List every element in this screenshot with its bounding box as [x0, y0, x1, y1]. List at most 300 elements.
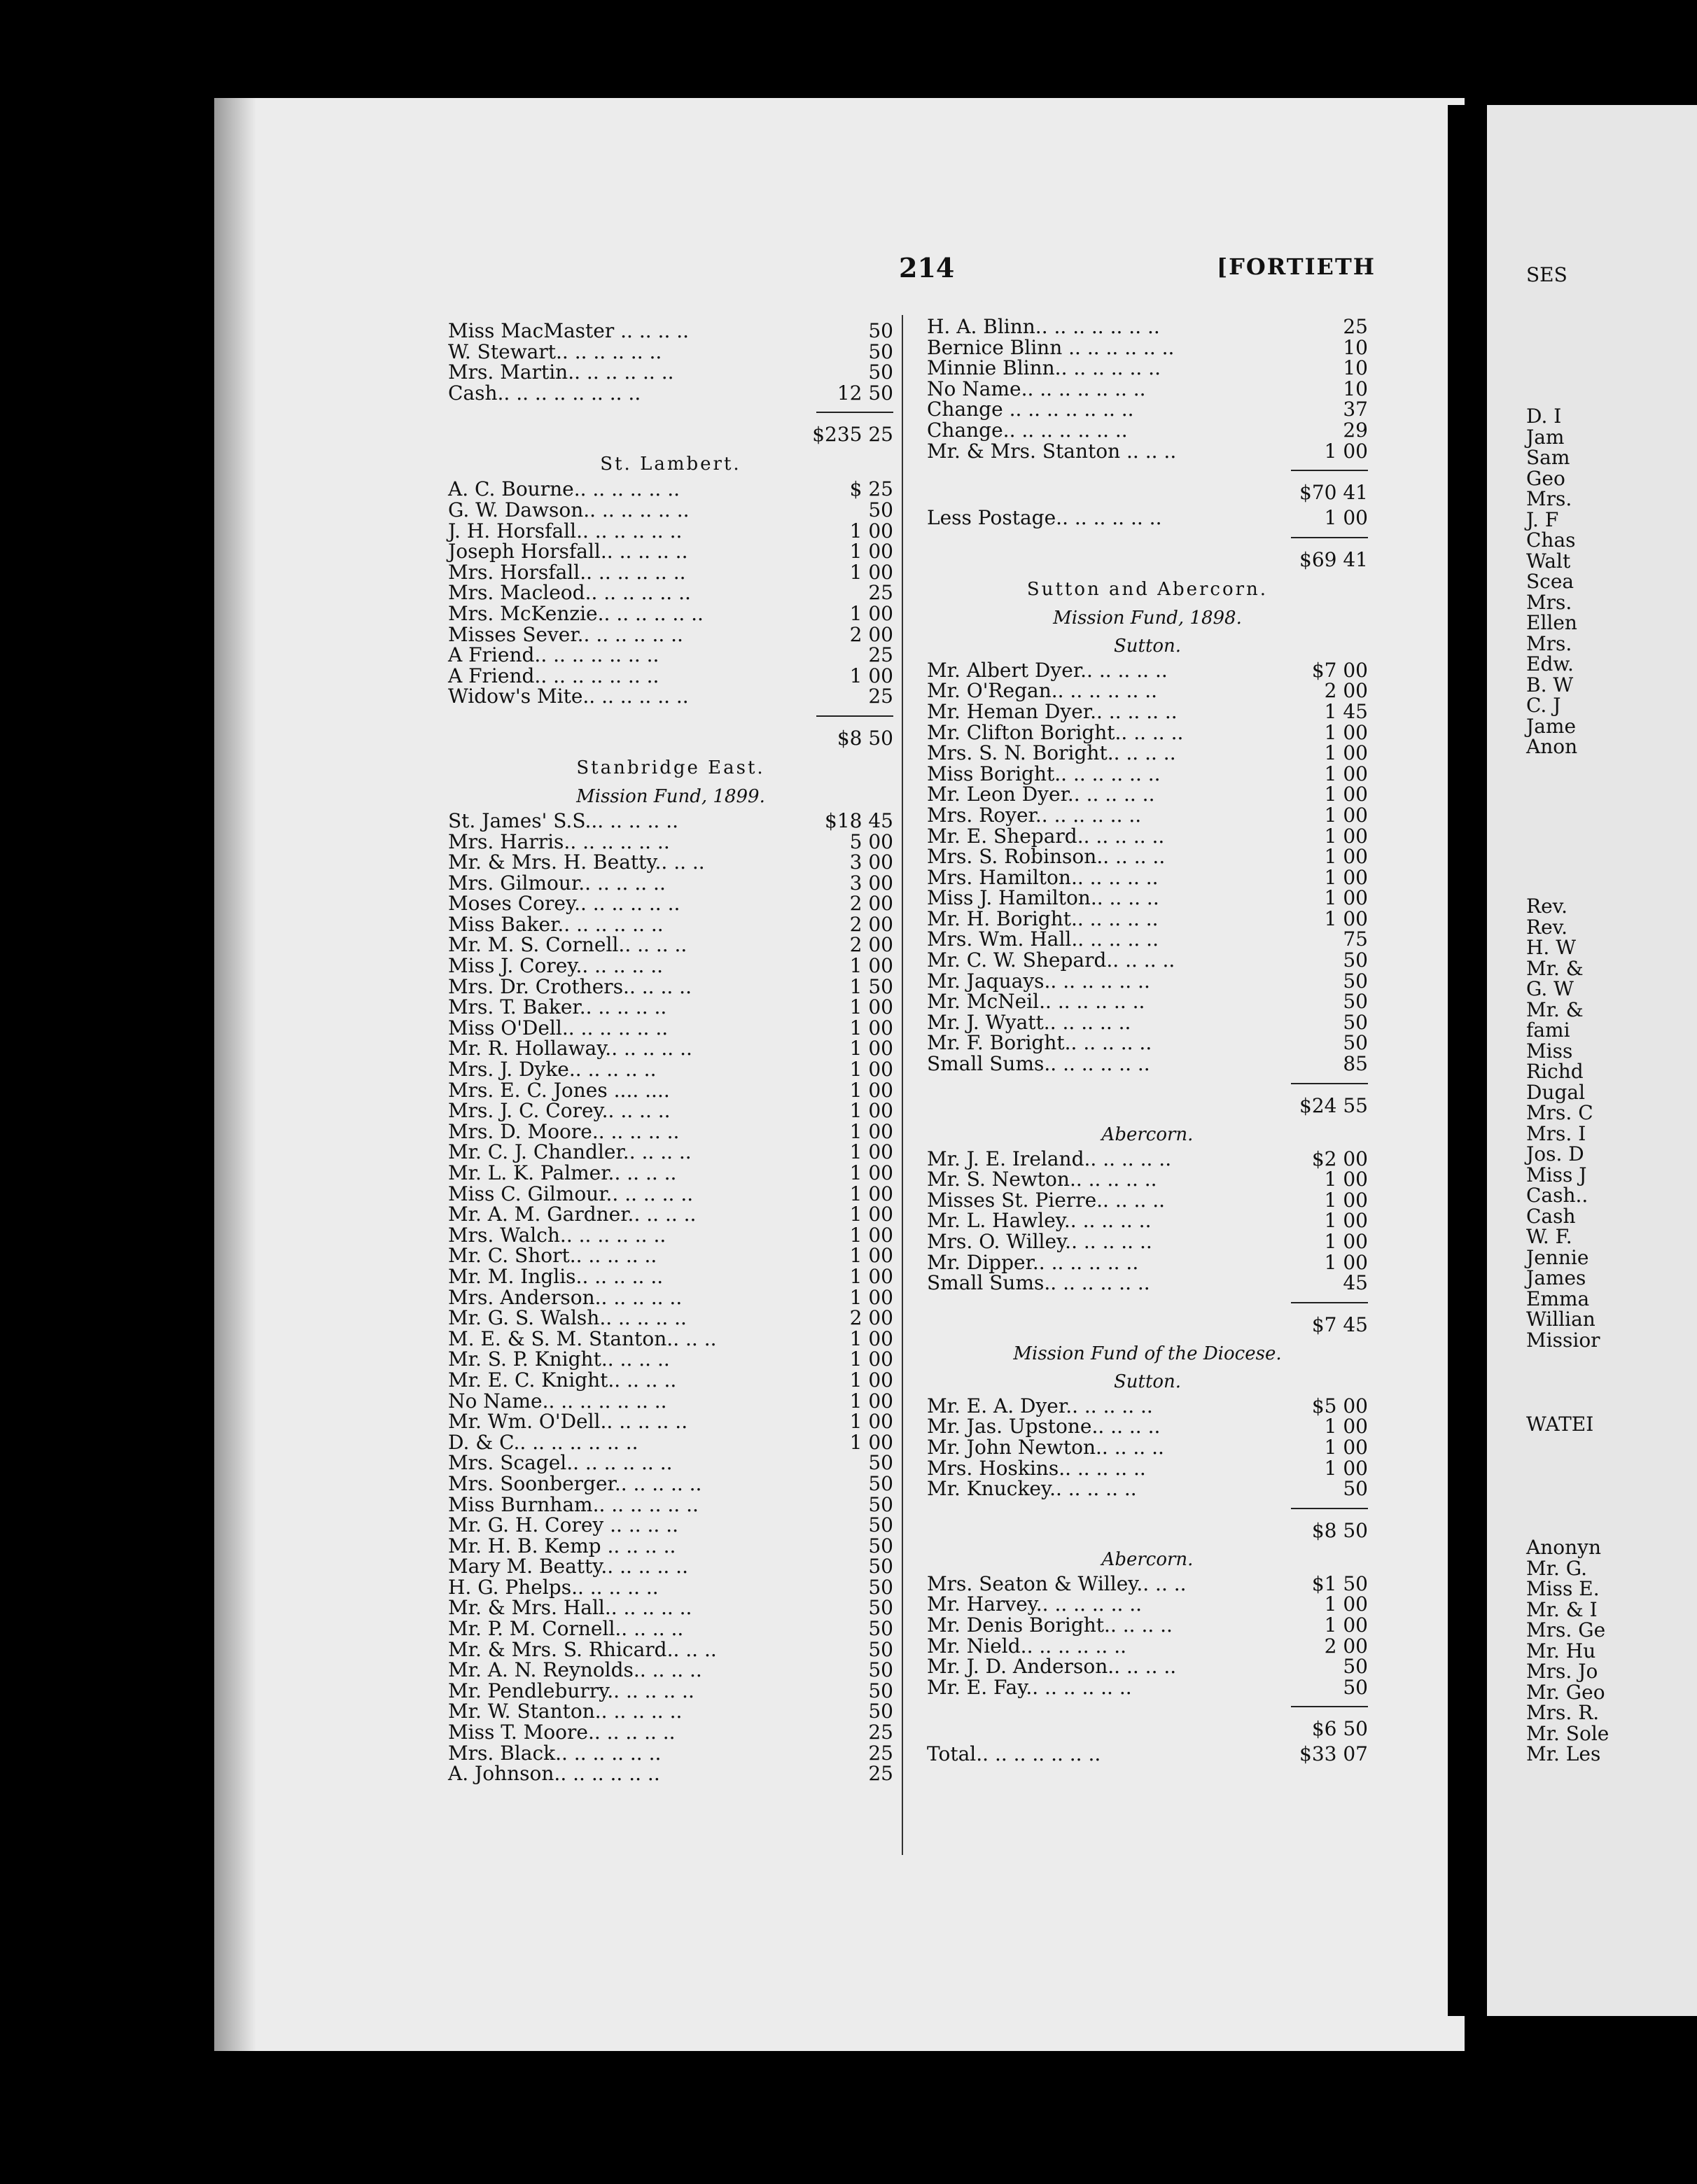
entry-name: Total.. .. .. .. .. .. ..	[927, 1742, 1101, 1766]
entry-amount: 1 00	[849, 519, 893, 542]
entry-name: M. E. & S. M. Stanton.. .. ..	[448, 1326, 717, 1350]
entry-name: G. W. Dawson.. .. .. .. .. ..	[448, 498, 690, 522]
entry-name: Mr. M. S. Cornell.. .. .. ..	[448, 933, 687, 957]
entry-name: Mrs. O. Willey.. .. .. .. ..	[927, 1230, 1152, 1253]
ledger-entry	[927, 1416, 1368, 1437]
entry-amount: 1 00	[1324, 803, 1368, 827]
ledger-entry	[927, 420, 1368, 441]
ledger-entry	[448, 1163, 893, 1184]
entry-amount: 1 00	[1324, 824, 1368, 848]
entry-amount: 1 00	[849, 1326, 893, 1350]
ledger-entry	[448, 1515, 893, 1536]
facing-entry: Mr. &	[1526, 956, 1584, 980]
entry-amount: 50	[868, 360, 893, 384]
ledger-entry	[927, 971, 1368, 992]
entry-name: Mr. P. M. Cornell.. .. .. ..	[448, 1617, 684, 1641]
section-subheading: Abercorn.	[1101, 1124, 1194, 1145]
entry-name: Less Postage.. .. .. .. .. ..	[927, 506, 1162, 530]
ledger-entry	[448, 1142, 893, 1163]
entry-name: Mr. Nield.. .. .. .. .. ..	[927, 1634, 1126, 1658]
entry-amount: 1 00	[849, 540, 893, 564]
entry-amount: 1 00	[849, 1368, 893, 1392]
entry-name: Miss Boright.. .. .. .. .. ..	[927, 762, 1161, 785]
facing-entry: Miss J	[1526, 1163, 1587, 1186]
entry-amount: 5 00	[849, 830, 893, 853]
ledger-entry	[927, 701, 1368, 722]
section-subheading: Mission Fund of the Diocese.	[1013, 1343, 1282, 1364]
entry-amount: $5 00	[1311, 1394, 1368, 1418]
ledger-entry	[927, 846, 1368, 867]
facing-entry: Walt	[1526, 549, 1571, 573]
entry-amount: 50	[868, 1534, 893, 1558]
entry-amount: 1 00	[1324, 439, 1368, 463]
entry-amount: 25	[868, 1741, 893, 1765]
entry-name: Mr. Harvey.. .. .. .. .. ..	[927, 1592, 1143, 1616]
entry-name: Change .. .. .. .. .. .. ..	[927, 398, 1134, 421]
entry-amount: $7 00	[1311, 658, 1368, 682]
ledger-entry	[927, 1458, 1368, 1479]
ledger-entry	[927, 784, 1368, 805]
ledger-entry	[927, 1252, 1368, 1273]
ledger-entry	[448, 1059, 893, 1080]
subtotal: $8 50	[1311, 1518, 1368, 1542]
entry-amount: 12 50	[837, 381, 893, 405]
ledger-entry	[927, 1574, 1368, 1595]
ledger-entry	[448, 1536, 893, 1557]
facing-entry: Miss	[1526, 1039, 1573, 1063]
entry-name: H. G. Phelps.. .. .. .. ..	[448, 1575, 659, 1599]
entry-name: Mr. Heman Dyer.. .. .. .. ..	[927, 699, 1178, 723]
entry-name: Mr. Jas. Upstone.. .. .. ..	[927, 1415, 1161, 1438]
total-rule	[927, 1074, 1368, 1096]
ledger-entry	[448, 500, 893, 521]
ledger-entry	[927, 358, 1368, 379]
ledger-entry	[448, 562, 893, 583]
ledger-entry	[448, 1245, 893, 1266]
entry-amount: 50	[868, 1658, 893, 1682]
ledger-entry	[927, 805, 1368, 826]
page-gutter	[1448, 105, 1487, 2016]
entry-name: Mrs. Martin.. .. .. .. .. ..	[448, 360, 674, 384]
facing-entry: Mrs.	[1526, 590, 1572, 614]
ledger-entry	[927, 1636, 1368, 1657]
ledger-entry	[448, 1597, 893, 1618]
entry-amount: 50	[868, 498, 893, 522]
ledger-entry	[448, 603, 893, 624]
facing-entry: B. W	[1526, 673, 1574, 696]
entry-name: Mrs. E. C. Jones .... ....	[448, 1078, 670, 1102]
entry-amount: 1 00	[1324, 845, 1368, 869]
entry-name: Mrs. T. Baker.. .. .. .. ..	[448, 995, 667, 1019]
entry-amount: 2 00	[849, 912, 893, 936]
entry-name: Mr. A. M. Gardner.. .. .. ..	[448, 1203, 697, 1226]
entry-name: Mr. Pendleburry.. .. .. .. ..	[448, 1679, 694, 1702]
entry-name: Mr. W. Stanton.. .. .. .. ..	[448, 1700, 683, 1723]
ledger-entry	[927, 867, 1368, 888]
entry-amount: 1 00	[1324, 783, 1368, 806]
facing-entry: Mr. &	[1526, 997, 1584, 1021]
entry-amount: 1 00	[849, 1078, 893, 1102]
entry-name: Misses Sever.. .. .. .. .. ..	[448, 622, 683, 646]
entry-amount: 85	[1343, 1052, 1368, 1076]
ledger-entry	[927, 441, 1368, 462]
ledger-entry	[927, 1478, 1368, 1499]
ledger-entry	[927, 337, 1368, 358]
entry-amount: 1 00	[849, 1348, 893, 1371]
facing-entry: H. W	[1526, 936, 1576, 959]
facing-entry: Mr. Geo	[1526, 1680, 1605, 1704]
facing-entry: Scea	[1526, 570, 1574, 593]
entry-amount: 1 00	[1324, 1250, 1368, 1274]
ledger-entry	[927, 1231, 1368, 1252]
entry-amount: 1 00	[849, 560, 893, 584]
entry-name: No Name.. .. .. .. .. .. ..	[448, 1389, 667, 1413]
entry-amount: 50	[1343, 1675, 1368, 1699]
facing-entry: Mrs.	[1526, 487, 1572, 510]
entry-amount: 1 45	[1324, 699, 1368, 723]
entry-name: Mrs. Scagel.. .. .. .. .. ..	[448, 1451, 673, 1475]
entry-name: Mr. F. Boright.. .. .. .. ..	[927, 1031, 1152, 1055]
entry-name: Mrs. Walch.. .. .. .. .. ..	[448, 1223, 666, 1247]
ledger-entry	[927, 680, 1368, 701]
ledger-entry	[448, 666, 893, 687]
ledger-entry	[927, 1677, 1368, 1698]
entry-name: Mr. R. Hollaway.. .. .. .. ..	[448, 1037, 692, 1060]
entry-name: W. Stewart.. .. .. .. .. ..	[448, 340, 662, 363]
ledger-entry	[927, 660, 1368, 681]
entry-name: Mr. H. B. Kemp .. .. .. ..	[448, 1534, 676, 1558]
entry-amount: $1 50	[1311, 1572, 1368, 1595]
entry-name: Mr. McNeil.. .. .. .. .. ..	[927, 990, 1145, 1014]
ledger-entry	[927, 1437, 1368, 1458]
entry-name: Miss T. Moore.. .. .. .. ..	[448, 1721, 676, 1744]
total-rule	[927, 1294, 1368, 1315]
section-subheading: Mission Fund, 1898.	[1053, 607, 1242, 629]
ledger-entry	[448, 1018, 893, 1039]
entry-amount: 10	[1343, 377, 1368, 400]
entry-name: Miss J. Corey.. .. .. .. ..	[448, 954, 664, 978]
ledger-entry	[927, 764, 1368, 785]
facing-entry: Emma	[1526, 1287, 1590, 1310]
ledger-entry	[448, 362, 893, 383]
entry-name: A. Johnson.. .. .. .. .. ..	[448, 1762, 660, 1786]
entry-amount: 1 00	[1324, 741, 1368, 765]
ledger-entry	[448, 852, 893, 873]
section-subheading: Sutton.	[1113, 1371, 1182, 1392]
ledger-entry	[448, 1681, 893, 1702]
entry-name: Mr. Jaquays.. .. .. .. .. ..	[927, 969, 1150, 993]
ledger-entry	[448, 873, 893, 894]
entry-amount: 2 00	[849, 1306, 893, 1330]
entry-amount: 2 00	[849, 933, 893, 957]
ledger-entry	[448, 1618, 893, 1639]
entry-name: Mr. & Mrs. Hall.. .. .. .. ..	[448, 1596, 692, 1620]
facing-entry: Chas	[1526, 528, 1576, 552]
ledger-entry	[448, 808, 893, 832]
entry-amount: 1 00	[849, 664, 893, 687]
ledger-entry	[448, 1100, 893, 1121]
entry-amount: 1 00	[849, 1119, 893, 1143]
facing-entry: Cash	[1526, 1204, 1576, 1228]
facing-entry: Mrs. Ge	[1526, 1618, 1606, 1642]
entry-amount: 1 00	[849, 1285, 893, 1309]
entry-name: Miss J. Hamilton.. .. .. ..	[927, 886, 1159, 910]
entry-amount: 50	[868, 1596, 893, 1620]
facing-entry: D. I	[1526, 405, 1562, 428]
ledger-entry	[927, 1054, 1368, 1074]
entry-name: Mr. & Mrs. Stanton .. .. ..	[927, 439, 1177, 463]
ledger-entry	[448, 1204, 893, 1225]
entry-amount: 50	[868, 340, 893, 363]
ledger-entry	[448, 1577, 893, 1598]
entry-name: Mr. H. Boright.. .. .. .. ..	[927, 906, 1159, 930]
facing-entry: Edw.	[1526, 652, 1574, 676]
entry-amount: 75	[1343, 927, 1368, 951]
facing-entry: Mrs. Jo	[1526, 1660, 1598, 1683]
subtotal: $70 41	[1299, 481, 1368, 505]
ledger-entry	[448, 624, 893, 645]
entry-name: Mr. J. E. Ireland.. .. .. .. ..	[927, 1147, 1172, 1170]
entry-name: Mr. E. A. Dyer.. .. .. .. ..	[927, 1394, 1153, 1418]
entry-name: Mrs. Macleod.. .. .. .. .. ..	[448, 581, 691, 605]
ledger-entry	[448, 914, 893, 935]
ledger-entry	[448, 832, 893, 853]
entry-amount: 1 00	[1324, 1188, 1368, 1212]
entry-name: Minnie Blinn.. .. .. .. .. ..	[927, 356, 1161, 380]
entry-amount: 1 00	[849, 954, 893, 978]
ledger-entry	[927, 826, 1368, 847]
ledger-entry	[927, 1396, 1368, 1417]
ledger-entry	[927, 1169, 1368, 1190]
entry-name: Misses St. Pierre.. .. .. ..	[927, 1188, 1166, 1212]
entry-name: Miss Burnham.. .. .. .. .. ..	[448, 1492, 699, 1516]
ledger-entry	[448, 934, 893, 955]
facing-section-heading: WATEI	[1526, 1413, 1594, 1436]
facing-entry: Willian	[1526, 1308, 1595, 1331]
entry-amount: 1 00	[849, 1430, 893, 1454]
entry-amount: 1 00	[849, 1016, 893, 1040]
entry-amount: 1 00	[849, 601, 893, 625]
entry-name: Mrs. Black.. .. .. .. .. ..	[448, 1741, 662, 1765]
entry-name: A Friend.. .. .. .. .. .. ..	[448, 664, 659, 687]
entry-amount: 1 00	[1324, 506, 1368, 530]
entry-amount: 1 00	[849, 1140, 893, 1164]
entry-amount: 1 00	[849, 1244, 893, 1268]
ledger-entry	[448, 1763, 893, 1784]
entry-name: Mr. Clifton Boright.. .. .. ..	[927, 720, 1184, 744]
entry-name: Mr. Denis Boright.. .. .. ..	[927, 1613, 1173, 1637]
entry-name: Mr. Knuckey.. .. .. .. ..	[927, 1477, 1137, 1501]
ledger-entry	[927, 743, 1368, 764]
page-number: 214	[899, 252, 955, 284]
facing-entry: Dugal	[1526, 1080, 1586, 1104]
entry-name: Mrs. D. Moore.. .. .. .. ..	[448, 1119, 680, 1143]
section-subheading: Abercorn.	[1101, 1548, 1194, 1570]
entry-name: Mr. E. Fay.. .. .. .. .. ..	[927, 1675, 1132, 1699]
entry-name: Mrs. Wm. Hall.. .. .. .. ..	[927, 927, 1159, 951]
ledger-entry	[927, 379, 1368, 400]
entry-amount: 50	[1343, 1477, 1368, 1501]
entry-amount: 50	[868, 1471, 893, 1495]
section-heading: St. Lambert.	[600, 454, 741, 475]
entry-name: Mr. E. C. Knight.. .. .. ..	[448, 1368, 677, 1392]
entry-amount: 50	[868, 1679, 893, 1702]
entry-amount: 1 00	[1324, 720, 1368, 744]
entry-name: Mr. Albert Dyer.. .. .. .. ..	[927, 658, 1168, 682]
entry-amount: 1 00	[1324, 1209, 1368, 1233]
entry-amount: 50	[868, 1555, 893, 1578]
ledger-entry	[927, 316, 1368, 337]
entry-amount: 50	[1343, 1655, 1368, 1679]
ledger-entry	[448, 1722, 893, 1743]
facing-entry: J. F	[1526, 507, 1559, 531]
ledger-entry	[448, 1326, 893, 1350]
entry-name: Bernice Blinn .. .. .. .. .. ..	[927, 335, 1175, 359]
entry-amount: $2 00	[1311, 1147, 1368, 1170]
entry-amount: 29	[1343, 418, 1368, 442]
ledger-entry	[448, 1432, 893, 1453]
entry-amount: 1 00	[849, 995, 893, 1019]
ledger-entry	[927, 1190, 1368, 1211]
facing-entry: W. F.	[1526, 1225, 1572, 1248]
ledger-entry	[448, 1080, 893, 1101]
entry-name: Mr. C. J. Chandler.. .. .. ..	[448, 1140, 692, 1164]
ledger-entry	[448, 893, 893, 914]
entry-name: No Name.. .. .. .. .. .. ..	[927, 377, 1146, 400]
entry-name: Mr. E. Shepard.. .. .. .. ..	[927, 824, 1165, 848]
entry-amount: 10	[1343, 356, 1368, 380]
entry-amount: $33 07	[1299, 1742, 1368, 1766]
entry-name: Miss C. Gilmour.. .. .. .. ..	[448, 1182, 694, 1205]
section-subheading: Sutton.	[1113, 635, 1182, 657]
entry-amount: 1 00	[849, 1223, 893, 1247]
entry-name: Mr. & Mrs. H. Beatty.. .. ..	[448, 850, 705, 874]
right-column	[927, 316, 1368, 1765]
ledger-entry	[448, 645, 893, 666]
facing-running-head: SES	[1526, 263, 1567, 286]
entry-amount: 25	[868, 581, 893, 605]
entry-name: Mr. L. Hawley.. .. .. .. ..	[927, 1209, 1152, 1233]
entry-name: A Friend.. .. .. .. .. .. ..	[448, 643, 659, 667]
entry-name: Mr. J. D. Anderson.. .. .. ..	[927, 1655, 1177, 1679]
entry-name: J. H. Horsfall.. .. .. .. .. ..	[448, 519, 683, 542]
subtotal: $6 50	[1311, 1717, 1368, 1741]
ledger-entry	[448, 1660, 893, 1681]
entry-amount: 1 00	[849, 1264, 893, 1288]
entry-amount: 25	[868, 685, 893, 708]
subtotal: $7 45	[1311, 1312, 1368, 1336]
left-column	[448, 321, 893, 1784]
entry-name: Small Sums.. .. .. .. .. ..	[927, 1052, 1150, 1076]
entry-amount: 1 00	[1324, 762, 1368, 785]
entry-name: Mr. G. H. Corey .. .. .. ..	[448, 1513, 679, 1537]
entry-name: Mr. C. W. Shepard.. .. .. ..	[927, 948, 1175, 972]
ledger-entry	[448, 321, 893, 342]
entry-amount: 3 00	[849, 871, 893, 895]
entry-amount: 50	[1343, 990, 1368, 1014]
facing-entry: Richd	[1526, 1060, 1584, 1083]
ledger-entry	[927, 1149, 1368, 1170]
ledger-entry	[448, 955, 893, 976]
entry-amount: 1 00	[1324, 1613, 1368, 1637]
entry-amount: 1 00	[849, 1161, 893, 1184]
ledger-entry	[448, 1391, 893, 1412]
entry-amount: 45	[1343, 1271, 1368, 1295]
entry-amount: 1 00	[849, 1182, 893, 1205]
entry-name: Mr. S. Newton.. .. .. .. ..	[927, 1168, 1157, 1191]
entry-amount: 1 00	[1324, 1592, 1368, 1616]
subtotal: $235 25	[812, 423, 893, 447]
ledger-entry	[448, 582, 893, 603]
ledger-entry	[927, 1273, 1368, 1294]
ledger-entry	[448, 1287, 893, 1308]
facing-entry: Anon	[1526, 735, 1578, 758]
entry-amount: 2 00	[849, 892, 893, 916]
facing-entry: Jame	[1526, 714, 1577, 738]
facing-entry: Geo	[1526, 466, 1565, 490]
ledger-entry	[448, 1349, 893, 1370]
entry-amount: 1 00	[849, 1203, 893, 1226]
entry-amount: 1 00	[1324, 1168, 1368, 1191]
ledger-entry	[927, 399, 1368, 420]
total-rule	[927, 1698, 1368, 1718]
entry-name: Mr. Dipper.. .. .. .. .. ..	[927, 1250, 1139, 1274]
entry-name: Mrs. Seaton & Willey.. .. ..	[927, 1572, 1187, 1595]
entry-name: Mrs. Harris.. .. .. .. .. ..	[448, 830, 670, 853]
ledger-entry	[448, 1494, 893, 1516]
entry-name: Mr. M. Inglis.. .. .. .. ..	[448, 1264, 664, 1288]
ledger-entry	[927, 929, 1368, 950]
facing-entry: Mr. G.	[1526, 1556, 1588, 1580]
entry-name: Mrs. Dr. Crothers.. .. .. ..	[448, 974, 692, 998]
ledger-entry	[448, 686, 893, 707]
entry-amount: 25	[868, 1721, 893, 1744]
ledger-entry	[927, 888, 1368, 909]
ledger-entry	[448, 342, 893, 363]
entry-name: Mrs. Horsfall.. .. .. .. .. ..	[448, 560, 686, 584]
entry-name: Mrs. Anderson.. .. .. .. ..	[448, 1285, 683, 1309]
entry-amount: 25	[868, 1762, 893, 1786]
entry-amount: 50	[868, 1637, 893, 1661]
facing-entry: Mrs. R.	[1526, 1701, 1600, 1724]
entry-amount: 25	[868, 643, 893, 667]
entry-amount: 1 00	[849, 1037, 893, 1060]
ledger-entry	[448, 1411, 893, 1432]
entry-name: Miss Baker.. .. .. .. .. ..	[448, 912, 664, 936]
facing-entry: Jennie	[1526, 1245, 1589, 1269]
entry-amount: 50	[868, 1617, 893, 1641]
entry-name: Mr. John Newton.. .. .. ..	[927, 1435, 1164, 1459]
ledger-entry	[448, 1121, 893, 1142]
facing-entry: Missior	[1526, 1328, 1600, 1352]
entry-amount: 1 00	[1324, 886, 1368, 910]
entry-amount: 3 00	[849, 850, 893, 874]
entry-amount: 1 00	[849, 1389, 893, 1413]
facing-entry: G. W	[1526, 977, 1574, 1000]
entry-name: Mr. A. N. Reynolds.. .. .. ..	[448, 1658, 702, 1682]
entry-name: Mrs. Gilmour.. .. .. .. ..	[448, 871, 666, 895]
entry-amount: 50	[1343, 1031, 1368, 1055]
subtotal: $8 50	[837, 726, 893, 750]
subtotal: $24 55	[1299, 1093, 1368, 1117]
facing-entry: Rev.	[1526, 915, 1568, 939]
entry-amount: 25	[1343, 315, 1368, 338]
entry-name: Moses Corey.. .. .. .. .. ..	[448, 892, 680, 916]
entry-amount: 50	[868, 1575, 893, 1599]
column-divider	[902, 315, 903, 1855]
entry-name: Mrs. Royer.. .. .. .. .. ..	[927, 803, 1142, 827]
entry-name: Mr. G. S. Walsh.. .. .. .. ..	[448, 1306, 687, 1330]
